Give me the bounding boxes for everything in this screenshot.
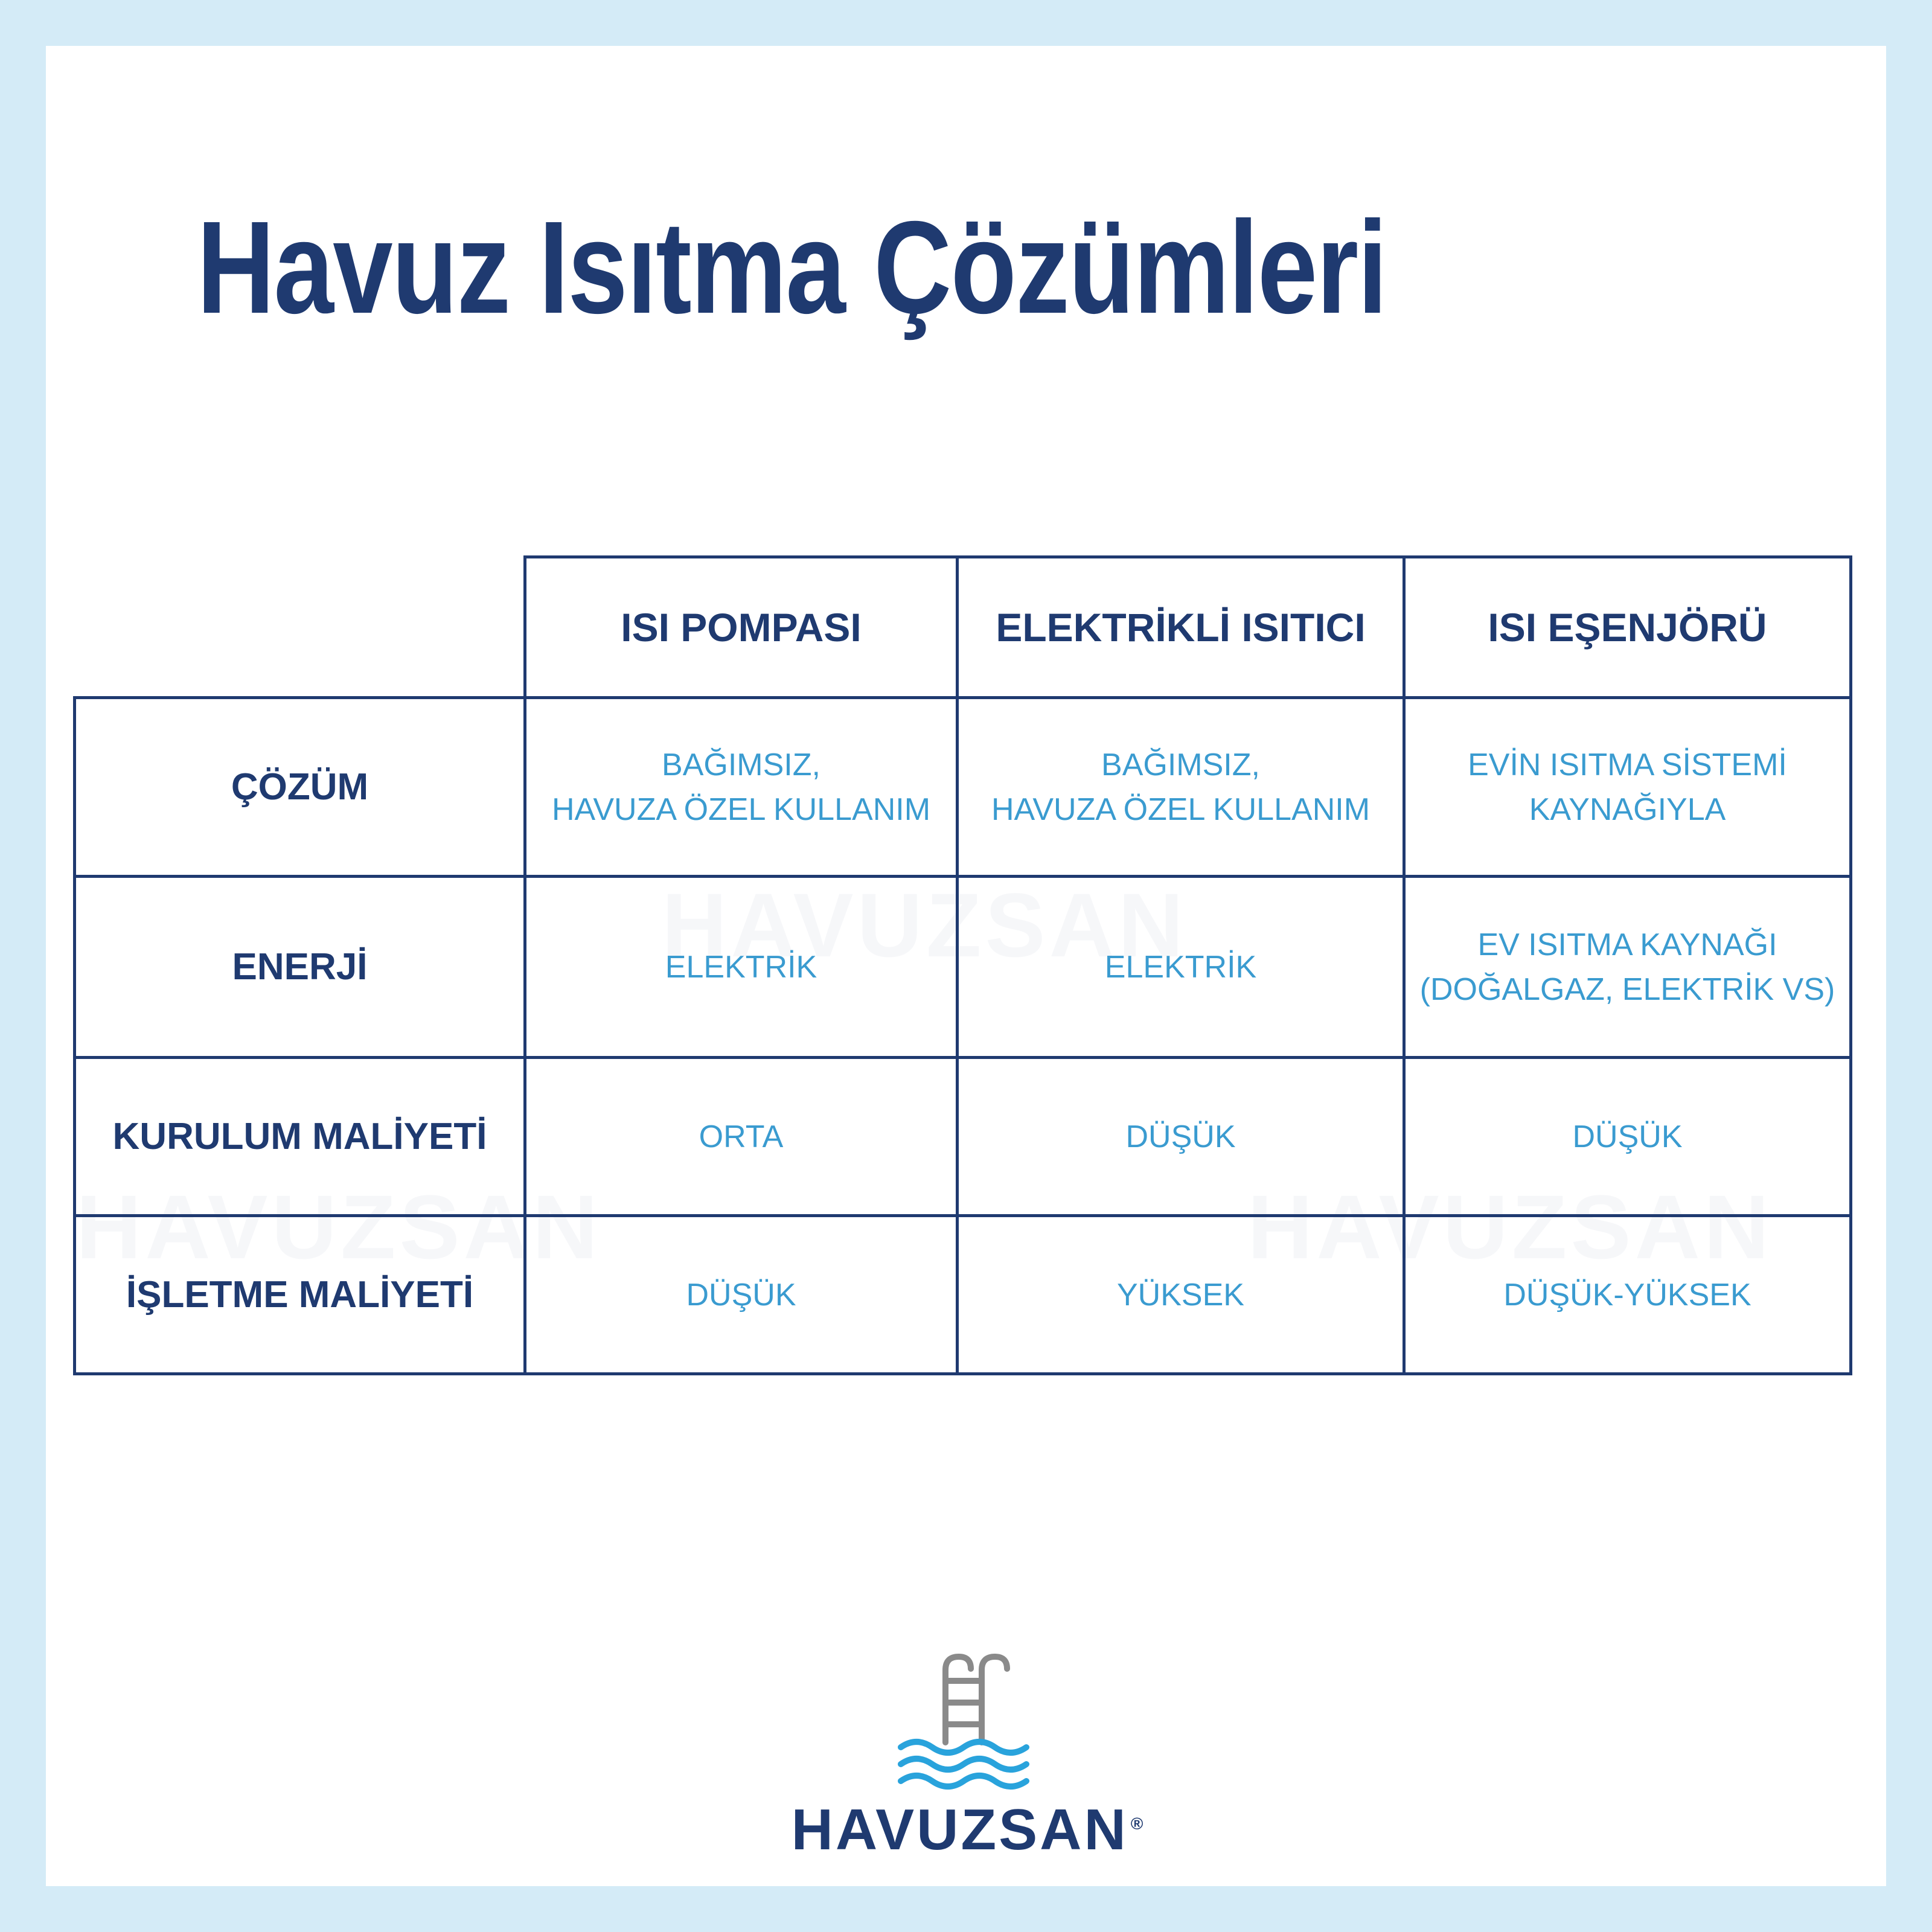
row-header-installation-cost: KURULUM MALİYETİ	[75, 1058, 525, 1216]
table-row	[75, 1058, 1851, 1216]
row-header-energy: ENERJİ	[75, 877, 525, 1058]
table-cell: EV ISITMA KAYNAĞI (DOĞALGAZ, ELEKTRİK VS)	[1404, 877, 1851, 1058]
table-corner	[75, 557, 525, 698]
pool-ladder-icon	[897, 1652, 1037, 1791]
table-row	[75, 877, 1851, 1058]
table-cell: DÜŞÜK	[1404, 1058, 1851, 1216]
table-cell: DÜŞÜK-YÜKSEK	[1404, 1216, 1851, 1374]
page	[46, 46, 1886, 1886]
table-cell: YÜKSEK	[958, 1216, 1404, 1374]
table-cell: ORTA	[525, 1058, 958, 1216]
table-cell: BAĞIMSIZ, HAVUZA ÖZEL KULLANIM	[958, 698, 1404, 877]
table-header-row	[75, 557, 1851, 698]
water-waves-icon	[901, 1742, 1026, 1786]
table-cell: DÜŞÜK	[525, 1216, 958, 1374]
table-row	[75, 698, 1851, 877]
table-cell: BAĞIMSIZ, HAVUZA ÖZEL KULLANIM	[525, 698, 958, 877]
brand-name-text: HAVUZSAN	[791, 1797, 1128, 1862]
column-header-electric-heater: ELEKTRİKLİ ISITICI	[958, 557, 1404, 698]
brand-logo	[786, 1652, 1148, 1875]
brand-name	[786, 1797, 1148, 1863]
table-cell: ELEKTRİK	[958, 877, 1404, 1058]
comparison-table	[73, 555, 1852, 1375]
registered-mark: ®	[1130, 1814, 1144, 1833]
table-cell: EVİN ISITMA SİSTEMİ KAYNAĞIYLA	[1404, 698, 1851, 877]
table-cell: ELEKTRİK	[525, 877, 958, 1058]
page-title: Havuz Isıtma Çözümleri	[197, 194, 1387, 341]
row-header-solution: ÇÖZÜM	[75, 698, 525, 877]
column-header-heat-exchanger: ISI EŞENJÖRÜ	[1404, 557, 1851, 698]
table-row	[75, 1216, 1851, 1374]
column-header-heat-pump: ISI POMPASI	[525, 557, 958, 698]
row-header-operating-cost: İŞLETME MALİYETİ	[75, 1216, 525, 1374]
table-cell: DÜŞÜK	[958, 1058, 1404, 1216]
